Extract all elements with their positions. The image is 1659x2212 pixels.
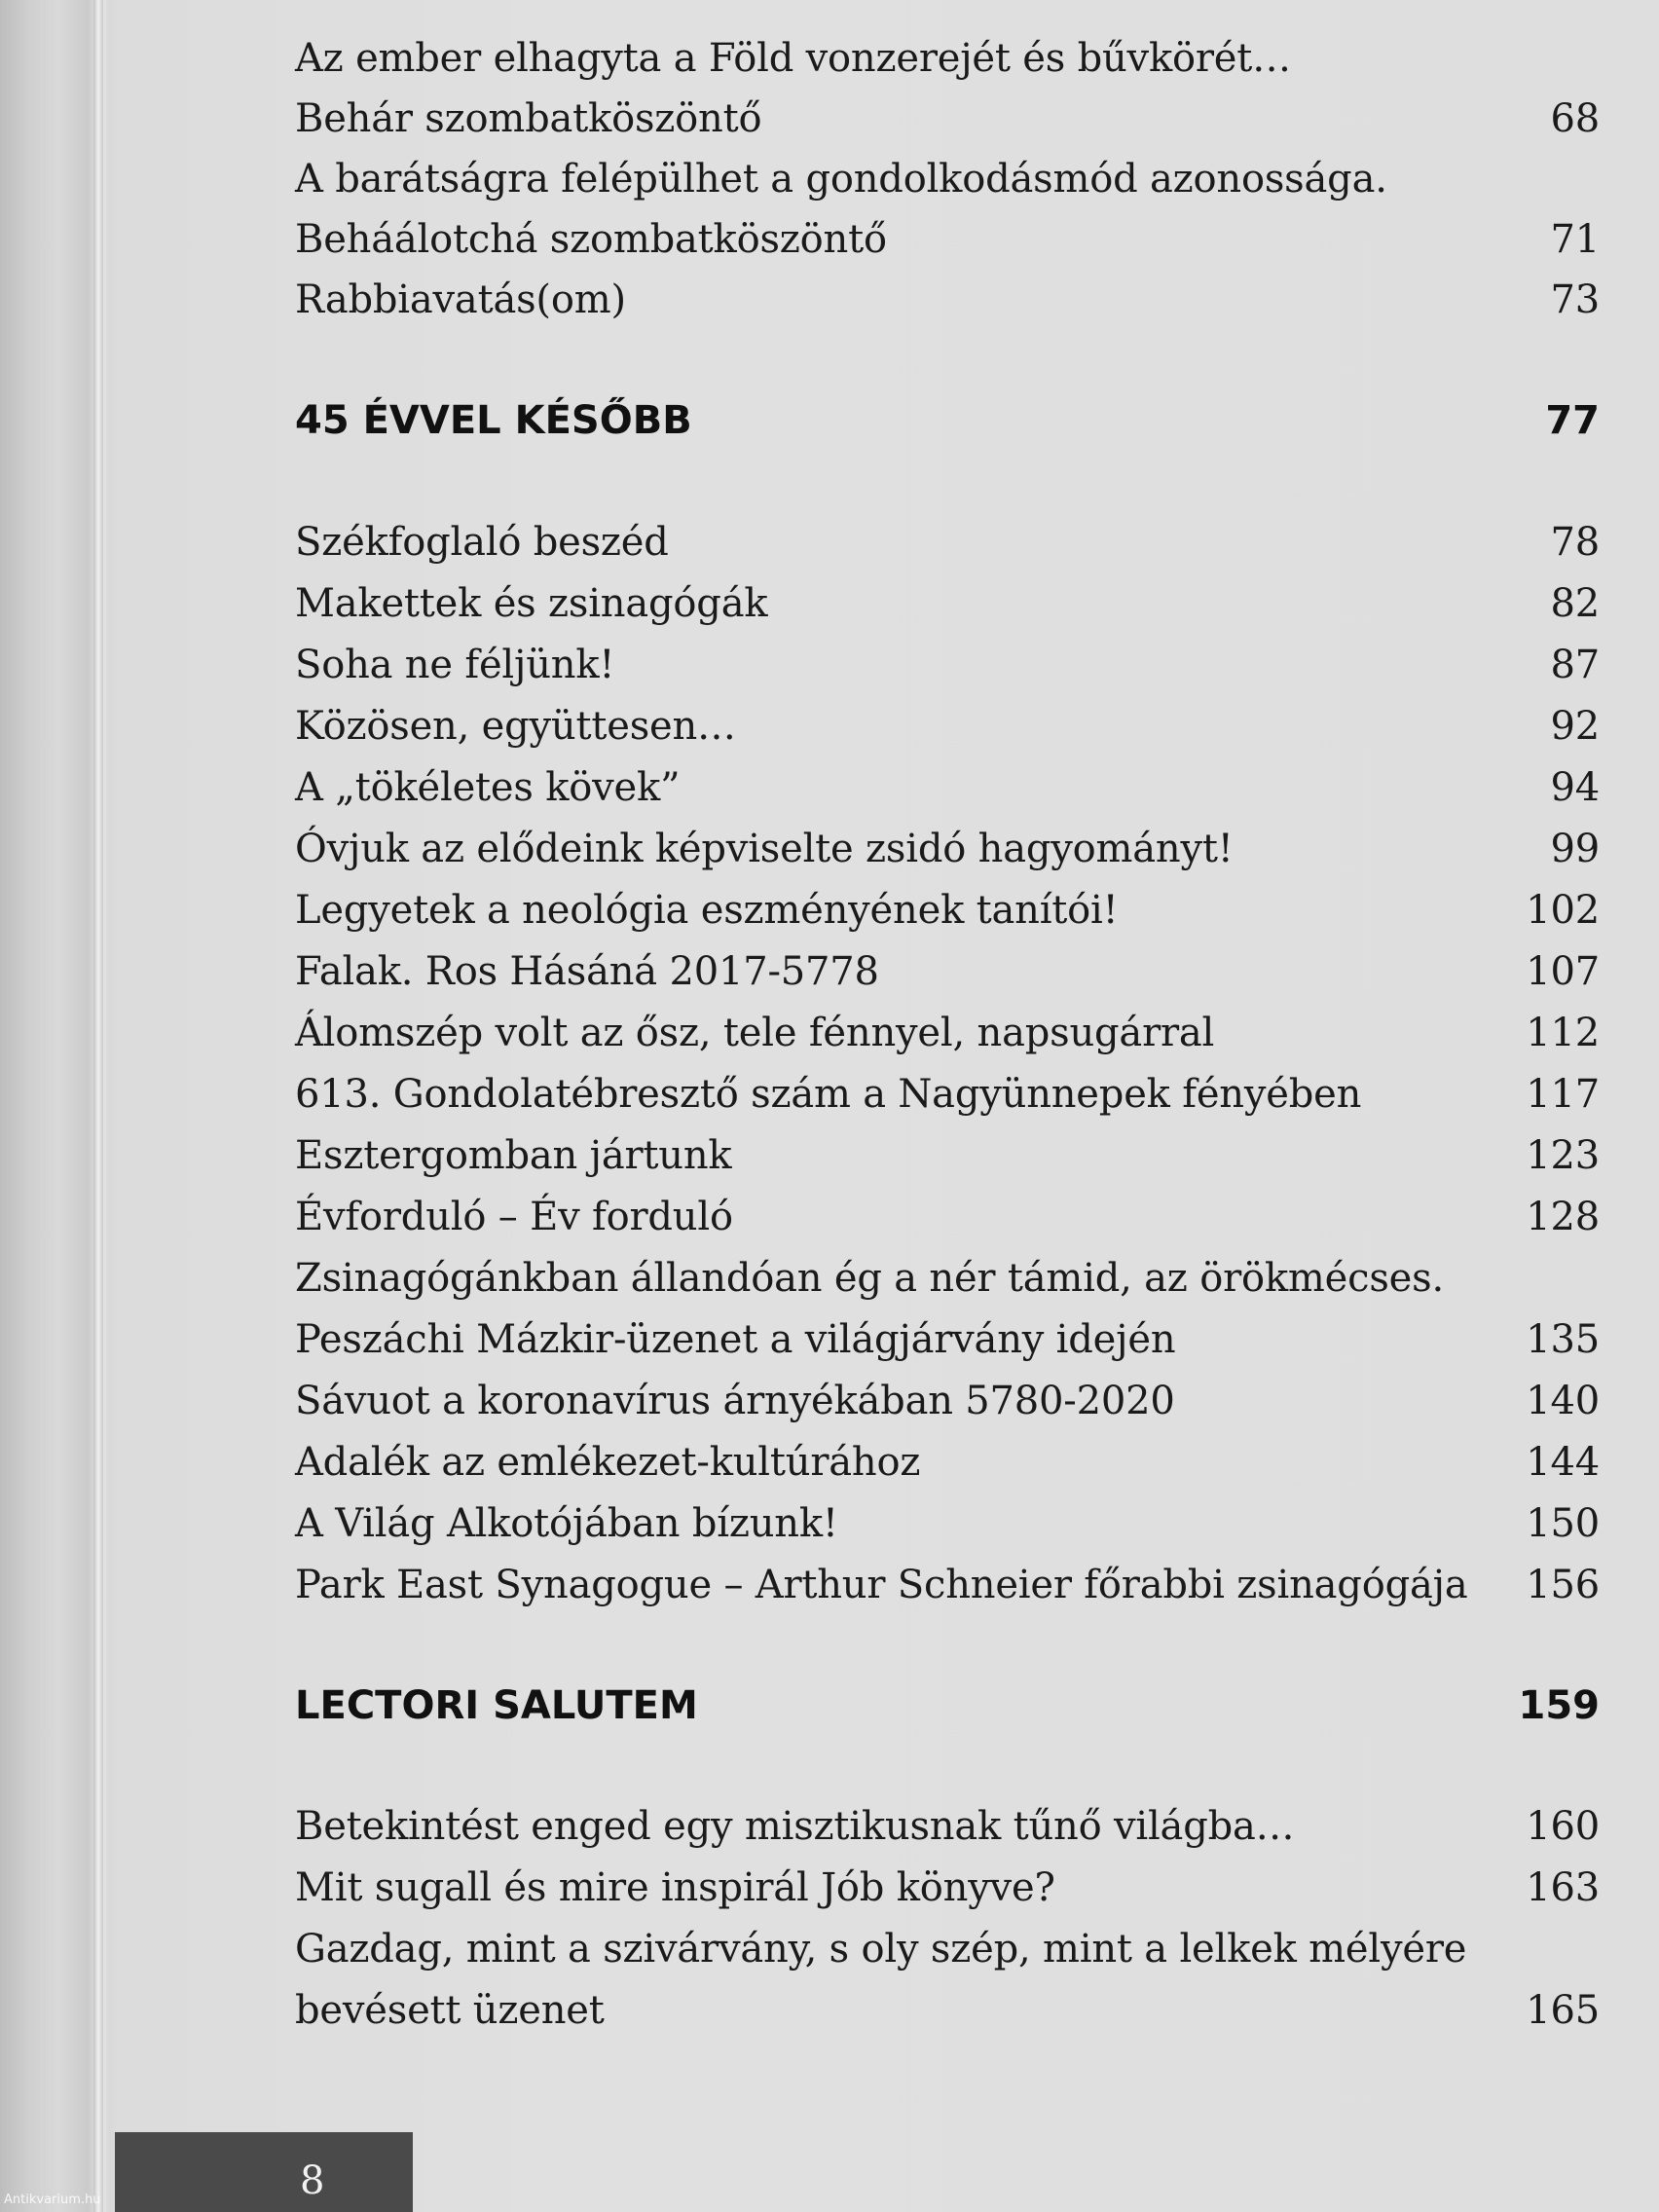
toc-entry-page: 68	[1550, 96, 1600, 141]
toc-entry-title: Székfoglaló beszéd	[295, 520, 669, 565]
toc-entry	[295, 1987, 1600, 2034]
toc-entry-title: Sávuot a koronavírus árnyékában 5780-2020	[295, 1379, 1175, 1423]
toc-entry-title: 613. Gondolatébresztő szám a Nagyünnepek fényében	[295, 1072, 1362, 1117]
toc-entry-title: Adalék az emlékezet-kultúrához	[295, 1440, 921, 1485]
toc-entry-title: Zsinagógánkban állandóan ég a nér támid, az örökmécses.	[295, 1256, 1444, 1301]
toc-entry-page: 117	[1526, 1072, 1600, 1117]
toc-entry-title: Mit sugall és mire inspirál Jób könyve?	[295, 1865, 1055, 1910]
page-number-tab	[115, 2132, 413, 2212]
toc-entry	[295, 1926, 1600, 1972]
section-title: 45 ÉVVEL KÉSŐBB	[295, 398, 692, 443]
page-number: 8	[300, 2158, 325, 2203]
toc-entry	[295, 1316, 1600, 1363]
toc-entry-title: Betekintést enged egy misztikusnak tűnő világba…	[295, 1804, 1295, 1849]
toc-entry-page: 163	[1526, 1865, 1600, 1910]
toc-entry-title: Gazdag, mint a szivárvány, s oly szép, mint a lelkek mélyére	[295, 1927, 1467, 1972]
toc-entry	[295, 1378, 1600, 1424]
toc-entry	[295, 1255, 1600, 1302]
toc-entry-page: 107	[1526, 949, 1600, 994]
toc-entry-title: Park East Synagogue – Arthur Schneier főrabbi zsinagógája	[295, 1563, 1468, 1607]
toc-entry-title: Beháálotchá szombatköszöntő	[295, 217, 887, 262]
toc-entry-title: Behár szombatköszöntő	[295, 96, 762, 141]
toc-entry	[295, 1500, 1600, 1547]
toc-entry-title: A Világ Alkotójában bízunk!	[295, 1501, 838, 1546]
toc-entry-title: Évforduló – Év forduló	[295, 1195, 733, 1239]
toc-entry	[295, 948, 1600, 995]
toc-entry-page: 144	[1526, 1440, 1600, 1485]
toc-entry	[295, 764, 1600, 811]
toc-entry-page: 99	[1550, 827, 1600, 871]
toc-entry	[295, 216, 1600, 263]
toc-entry-title: Esztergomban jártunk	[295, 1133, 732, 1178]
toc-entry	[295, 703, 1600, 750]
toc-entry-title: A „tökéletes kövek”	[295, 765, 681, 810]
toc-section-heading	[295, 397, 1600, 444]
toc-entry-title: Álomszép volt az ősz, tele fénnyel, napsugárral	[295, 1011, 1215, 1055]
toc-entry-page: 92	[1550, 704, 1600, 749]
watermark-text: Antikvarium.hu	[4, 2193, 101, 2207]
toc-entry-page: 78	[1550, 520, 1600, 565]
toc-entry	[295, 519, 1600, 566]
toc-entry-title: Óvjuk az elődeink képviselte zsidó hagyományt!	[295, 827, 1234, 871]
toc-entry	[295, 642, 1600, 688]
toc-entry-page: 73	[1550, 277, 1600, 322]
toc-entry	[295, 95, 1600, 142]
page-edge	[93, 0, 103, 2212]
toc-entry-page: 102	[1526, 888, 1600, 933]
toc-entry-page: 128	[1526, 1195, 1600, 1239]
toc-entry	[295, 1439, 1600, 1486]
toc-section-heading	[295, 1682, 1600, 1729]
toc-entry	[295, 1010, 1600, 1056]
toc-entry-page: 156	[1526, 1563, 1600, 1607]
toc-entry-title: Peszáchi Mázkir-üzenet a világjárvány idején	[295, 1317, 1176, 1362]
toc-entry-page: 87	[1550, 643, 1600, 687]
toc-entry	[295, 887, 1600, 934]
toc-entry-page: 140	[1526, 1379, 1600, 1423]
toc-entry	[295, 1071, 1600, 1118]
toc-entry-title: Közösen, együttesen…	[295, 704, 736, 749]
toc-entry-page: 160	[1526, 1804, 1600, 1849]
toc-entry-title: bevésett üzenet	[295, 1988, 605, 2033]
toc-entry	[295, 1562, 1600, 1608]
toc-entry	[295, 1194, 1600, 1240]
toc-entry-title: A barátságra felépülhet a gondolkodásmód azonossága.	[295, 157, 1387, 202]
toc-entry-page: 123	[1526, 1133, 1600, 1178]
toc-entry-title: Rabbiavatás(om)	[295, 277, 626, 322]
toc-entry-page: 150	[1526, 1501, 1600, 1546]
toc-entry-title: Makettek és zsinagógák	[295, 581, 768, 626]
toc-entry-title: Legyetek a neológia eszményének tanítói!	[295, 888, 1119, 933]
toc-entry	[295, 826, 1600, 872]
toc-entry	[295, 580, 1600, 627]
section-title: LECTORI SALUTEM	[295, 1683, 698, 1728]
toc-entry-page: 94	[1550, 765, 1600, 810]
toc-entry	[295, 35, 1600, 82]
toc-entry	[295, 156, 1600, 203]
toc-entry	[295, 1864, 1600, 1911]
section-page: 159	[1518, 1683, 1600, 1728]
toc-entry	[295, 1803, 1600, 1850]
section-page: 77	[1545, 398, 1600, 443]
toc-entry-page: 71	[1550, 217, 1600, 262]
toc-entry	[295, 276, 1600, 323]
toc-entry	[295, 1132, 1600, 1179]
toc-entry-page: 165	[1526, 1988, 1600, 2033]
toc-entry-page: 135	[1526, 1317, 1600, 1362]
toc-entry-title: Soha ne féljünk!	[295, 643, 615, 687]
toc-entry-title: Falak. Ros Hásáná 2017-5778	[295, 949, 879, 994]
toc-entry-page: 112	[1526, 1011, 1600, 1055]
toc-entry-title: Az ember elhagyta a Föld vonzerejét és bűvkörét…	[295, 36, 1291, 81]
toc-entry-page: 82	[1550, 581, 1600, 626]
